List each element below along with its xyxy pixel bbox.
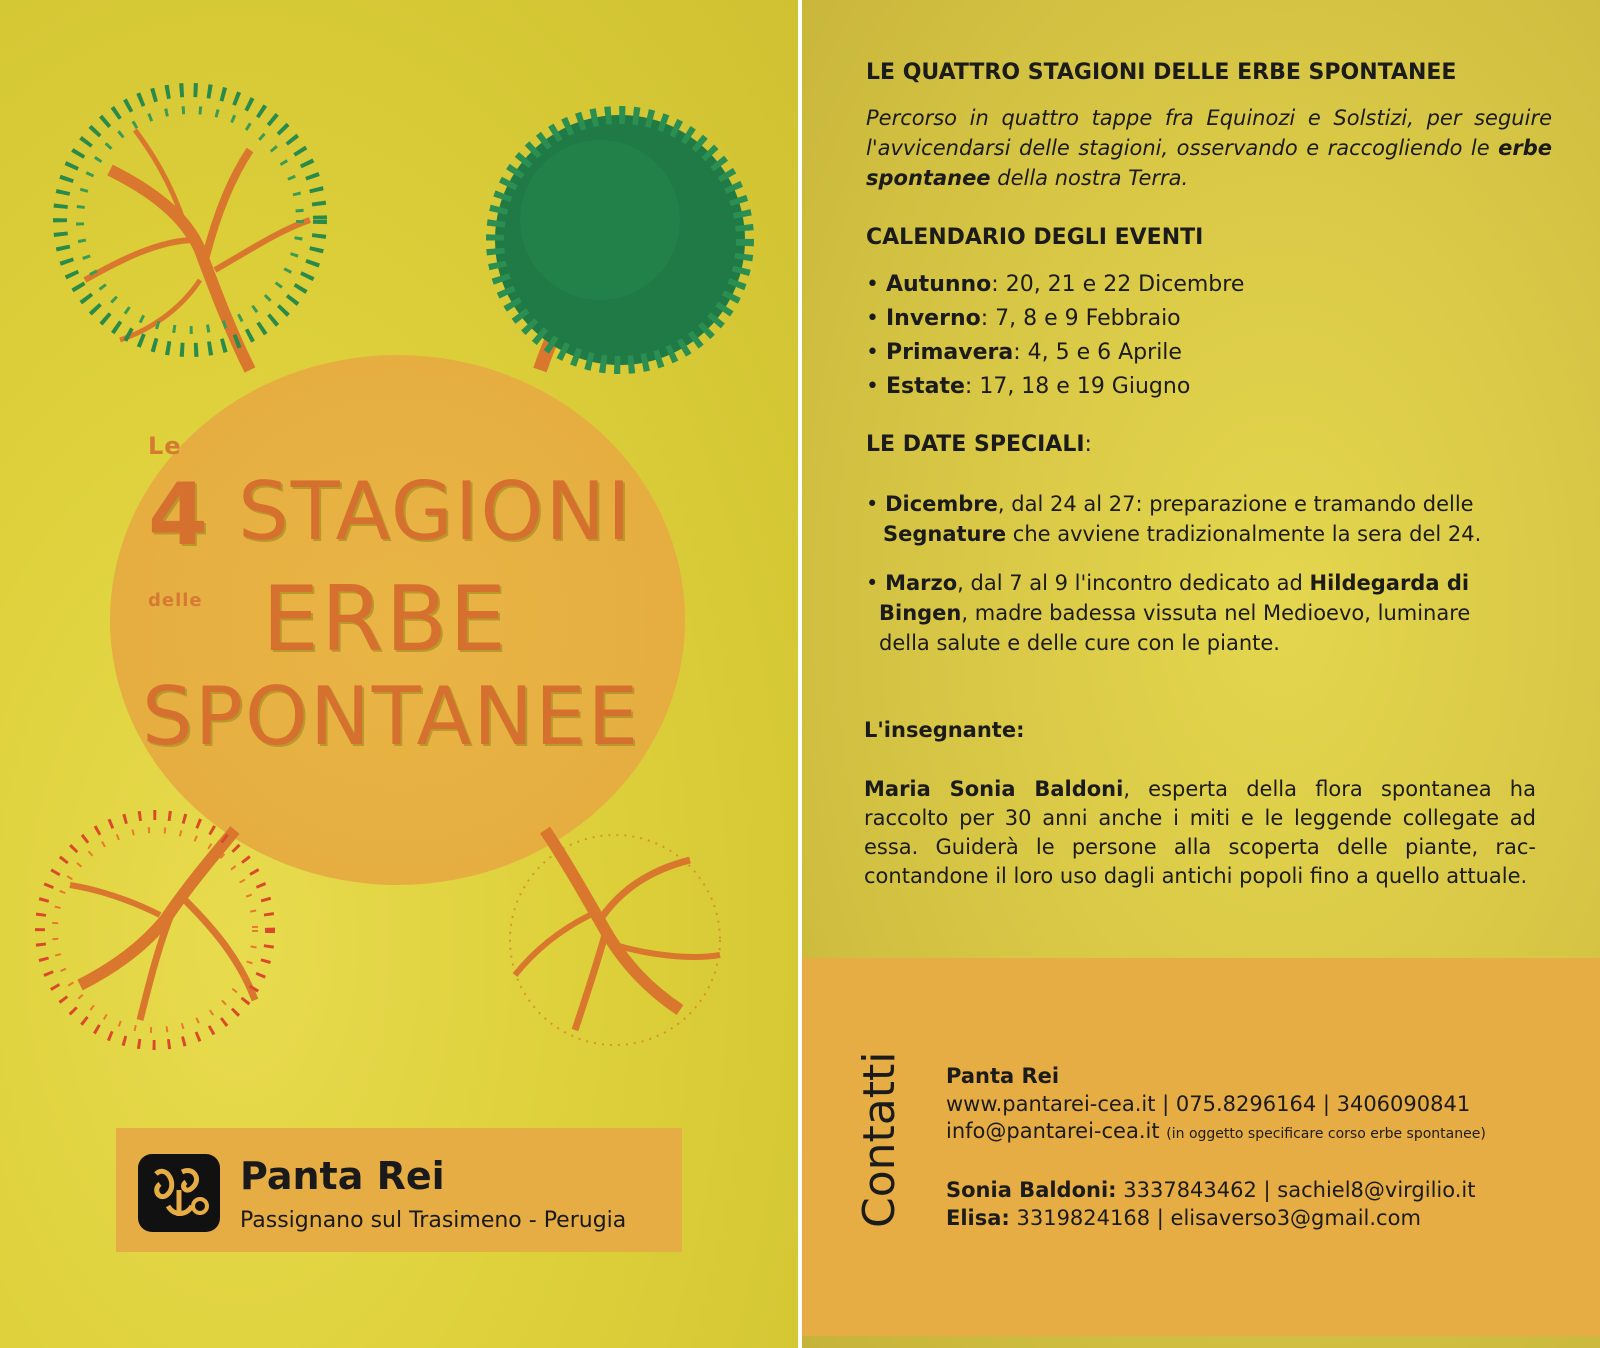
title-le: Le xyxy=(148,432,182,460)
intro-text-1: Percorso in quattro tappe fra Equinozi e Solstizi, per seguire l'avvicendarsi delle stagioni, osservando e raccogliendo le xyxy=(866,106,1552,160)
season-dates: : 4, 5 e 6 Aprile xyxy=(1013,340,1182,365)
contacts-email[interactable]: info@pantarei-cea.it xyxy=(946,1119,1160,1143)
special-text: , dal 7 al 9 l'incontro dedicato ad xyxy=(957,571,1310,595)
season-dates: : 7, 8 e 9 Febbraio xyxy=(980,306,1181,331)
contacts-org: Panta Rei xyxy=(946,1064,1060,1088)
contacts-box xyxy=(802,958,1600,1336)
special-text: che avviene tradizionalmente la sera del 24. xyxy=(1006,522,1482,546)
person-info[interactable]: 3337843462 | sachiel8@virgilio.it xyxy=(1116,1178,1476,1202)
special-bold: Bingen xyxy=(879,601,962,625)
calendar-heading: CALENDARIO DEGLI EVENTI xyxy=(866,225,1204,250)
calendar-item: • Estate: 17, 18 e 19 Giugno xyxy=(866,374,1191,399)
special-date-item: • Dicembre, dal 24 al 27: preparazione e tramando delle Segnature che avviene tradizionalmente la sera del 24. xyxy=(866,492,1482,546)
special-bold: Hildegarda di xyxy=(1309,571,1470,595)
main-heading: LE QUATTRO STAGIONI DELLE ERBE SPONTANEE xyxy=(866,60,1457,85)
special-dates-heading xyxy=(866,432,1092,457)
season-name: Autunno xyxy=(885,272,992,297)
brand-name: Panta Rei xyxy=(240,1154,445,1198)
teacher-paragraph xyxy=(864,775,1536,891)
brand-box xyxy=(116,1128,682,1252)
special-heading-text: LE DATE SPECIALI xyxy=(866,432,1085,457)
intro-paragraph xyxy=(866,103,1552,193)
flyer-back xyxy=(802,0,1600,1348)
person-info[interactable]: 3319824168 | elisaverso3@gmail.com xyxy=(1009,1206,1421,1230)
special-date-item: • Marzo, dal 7 al 9 l'incontro dedicato ad Hildegarda di Bingen, madre badessa vissuta nel Medioevo, luminare della salute e delle cure con le piante. xyxy=(866,568,1566,658)
brand-location: Passignano sul Trasimeno - Perugia xyxy=(240,1208,627,1233)
title-delle: delle xyxy=(148,590,203,611)
special-text: della salute e delle cure con le piante. xyxy=(879,631,1280,655)
special-text: , dal 24 al 27: preparazione e tramando delle xyxy=(997,492,1474,516)
season-dates: : 20, 21 e 22 Dicembre xyxy=(991,272,1245,297)
special-text: , madre badessa vissuta nel Medioevo, luminare xyxy=(961,601,1471,625)
calendar-item: • Inverno: 7, 8 e 9 Febbraio xyxy=(866,306,1181,331)
person-name: Elisa: xyxy=(946,1206,1010,1230)
winter-tree xyxy=(510,830,720,1045)
special-month: Dicembre xyxy=(885,492,998,516)
title-stagioni: STAGIONI xyxy=(238,465,633,558)
title-spontanee: SPONTANEE xyxy=(142,670,641,763)
autumn-tree xyxy=(40,815,270,1045)
contacts-person-1 xyxy=(946,1178,1476,1202)
season-name: Estate xyxy=(885,374,965,399)
contacts-web-phone[interactable]: www.pantarei-cea.it | 075.8296164 | 3406090841 xyxy=(946,1092,1471,1116)
special-bold: Segnature xyxy=(883,522,1007,546)
calendar-item: • Primavera: 4, 5 e 6 Aprile xyxy=(866,340,1182,365)
season-name: Inverno xyxy=(885,306,981,331)
intro-bold: erbe spontanee xyxy=(866,136,1552,190)
intro-text-2: della nostra Terra. xyxy=(990,166,1189,190)
panta-rei-logo-icon xyxy=(138,1154,220,1232)
contacts-person-2 xyxy=(946,1206,1421,1230)
title-number: 4 xyxy=(148,465,210,565)
contacts-label: Contatti xyxy=(854,1051,905,1228)
teacher-heading: L'insegnante: xyxy=(864,718,1025,742)
flyer-front xyxy=(0,0,798,1348)
contacts-email-note: (in oggetto specificare corso erbe spontanee) xyxy=(1166,1126,1486,1142)
special-month: Marzo xyxy=(885,571,958,595)
contacts-email-line xyxy=(946,1119,1486,1143)
teacher-text: , esperta della flora spontanea ha raccolto per 30 anni anche i miti e le leggende collegate ad essa. Guiderà le persone alla scoperta delle piante, rac-contandone il loro uso dagli antichi popoli fino a quello attuale. xyxy=(864,777,1536,888)
special-heading-colon: : xyxy=(1084,432,1092,457)
calendar-item: • Autunno: 20, 21 e 22 Dicembre xyxy=(866,272,1245,297)
person-name: Sonia Baldoni: xyxy=(946,1178,1117,1202)
title-erbe: ERBE xyxy=(262,567,509,672)
summer-tree xyxy=(495,115,745,370)
season-dates: : 17, 18 e 19 Giugno xyxy=(964,374,1191,399)
calendar-list xyxy=(866,268,1566,404)
teacher-name: Maria Sonia Baldoni xyxy=(864,777,1124,801)
season-name: Primavera xyxy=(885,340,1014,365)
spring-tree xyxy=(60,90,320,370)
